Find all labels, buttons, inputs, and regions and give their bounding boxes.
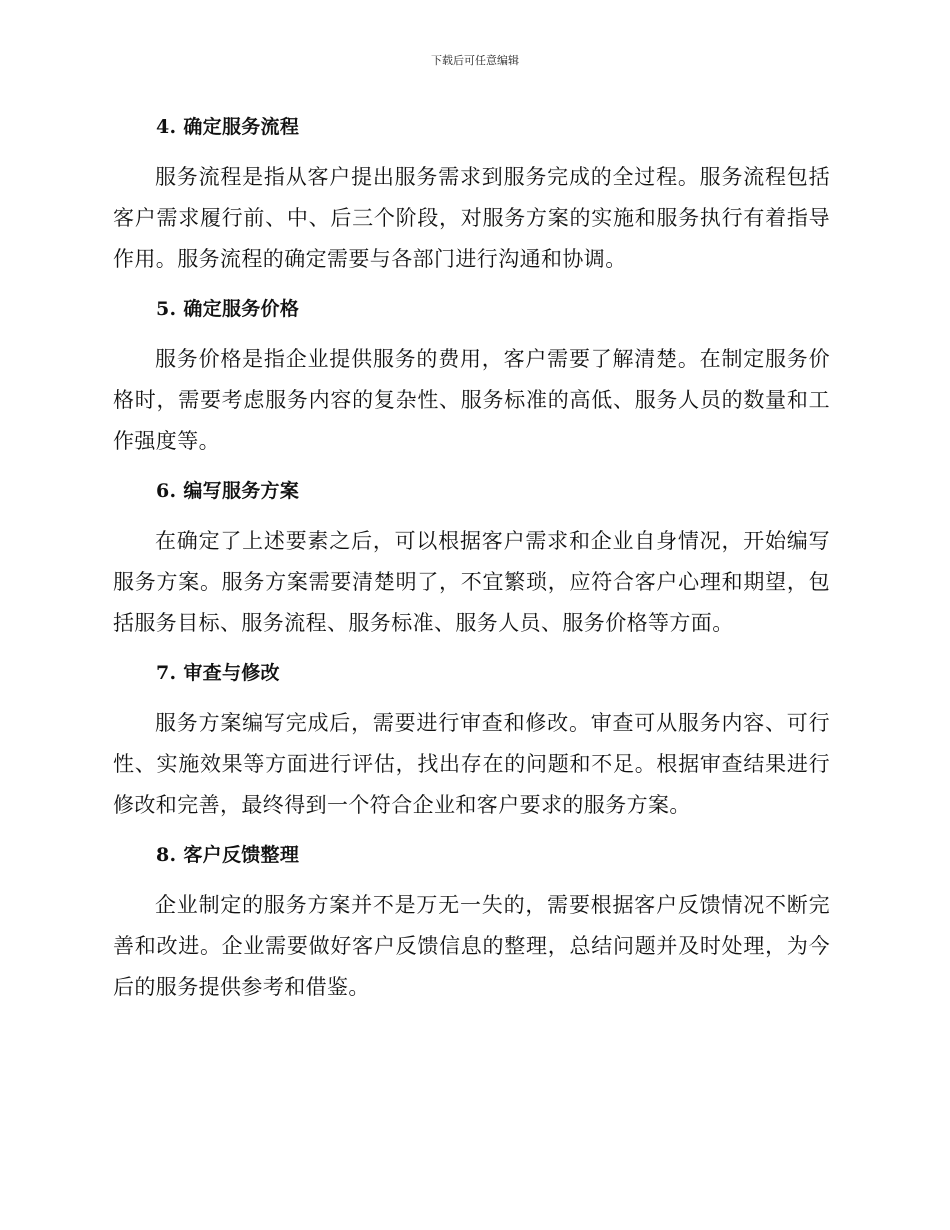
- section-heading: 6. 编写服务方案: [156, 480, 300, 502]
- section-heading: 8. 客户反馈整理: [156, 844, 300, 866]
- section-customer-feedback: [113, 835, 830, 1008]
- section-paragraph: 服务方案编写完成后，需要进行审查和修改。审查可从服务内容、可行性、实施效果等方面进行评估，找出存在的问题和不足。根据审查结果进行修改和完善，最终得到一个符合企业和客户要求的服务方案。: [113, 711, 830, 817]
- page-header: 下载后可任意编辑: [431, 54, 519, 67]
- section-determine-service-process: [113, 107, 830, 280]
- section-paragraph: 服务流程是指从客户提出服务需求到服务完成的全过程。服务流程包括客户需求履行前、中、后三个阶段，对服务方案的实施和服务执行有着指导作用。服务流程的确定需要与各部门进行沟通和协调。: [113, 165, 830, 271]
- section-paragraph: 企业制定的服务方案并不是万无一失的，需要根据客户反馈情况不断完善和改进。企业需要做好客户反馈信息的整理，总结问题并及时处理，为今后的服务提供参考和借鉴。: [113, 893, 830, 999]
- section-paragraph: 服务价格是指企业提供服务的费用，客户需要了解清楚。在制定服务价格时，需要考虑服务内容的复杂性、服务标准的高低、服务人员的数量和工作强度等。: [113, 347, 830, 453]
- section-review-and-revise: [113, 653, 830, 826]
- section-paragraph: 在确定了上述要素之后，可以根据客户需求和企业自身情况，开始编写服务方案。服务方案需要清楚明了，不宜繁琐，应符合客户心理和期望，包括服务目标、服务流程、服务标准、服务人员、服务价格等方面。: [113, 529, 830, 635]
- document-body: [113, 107, 830, 1017]
- section-heading: 5. 确定服务价格: [156, 298, 300, 320]
- section-heading: 7. 审查与修改: [156, 662, 280, 684]
- section-heading: 4. 确定服务流程: [156, 116, 300, 138]
- section-determine-service-price: [113, 289, 830, 462]
- section-write-service-plan: [113, 471, 830, 644]
